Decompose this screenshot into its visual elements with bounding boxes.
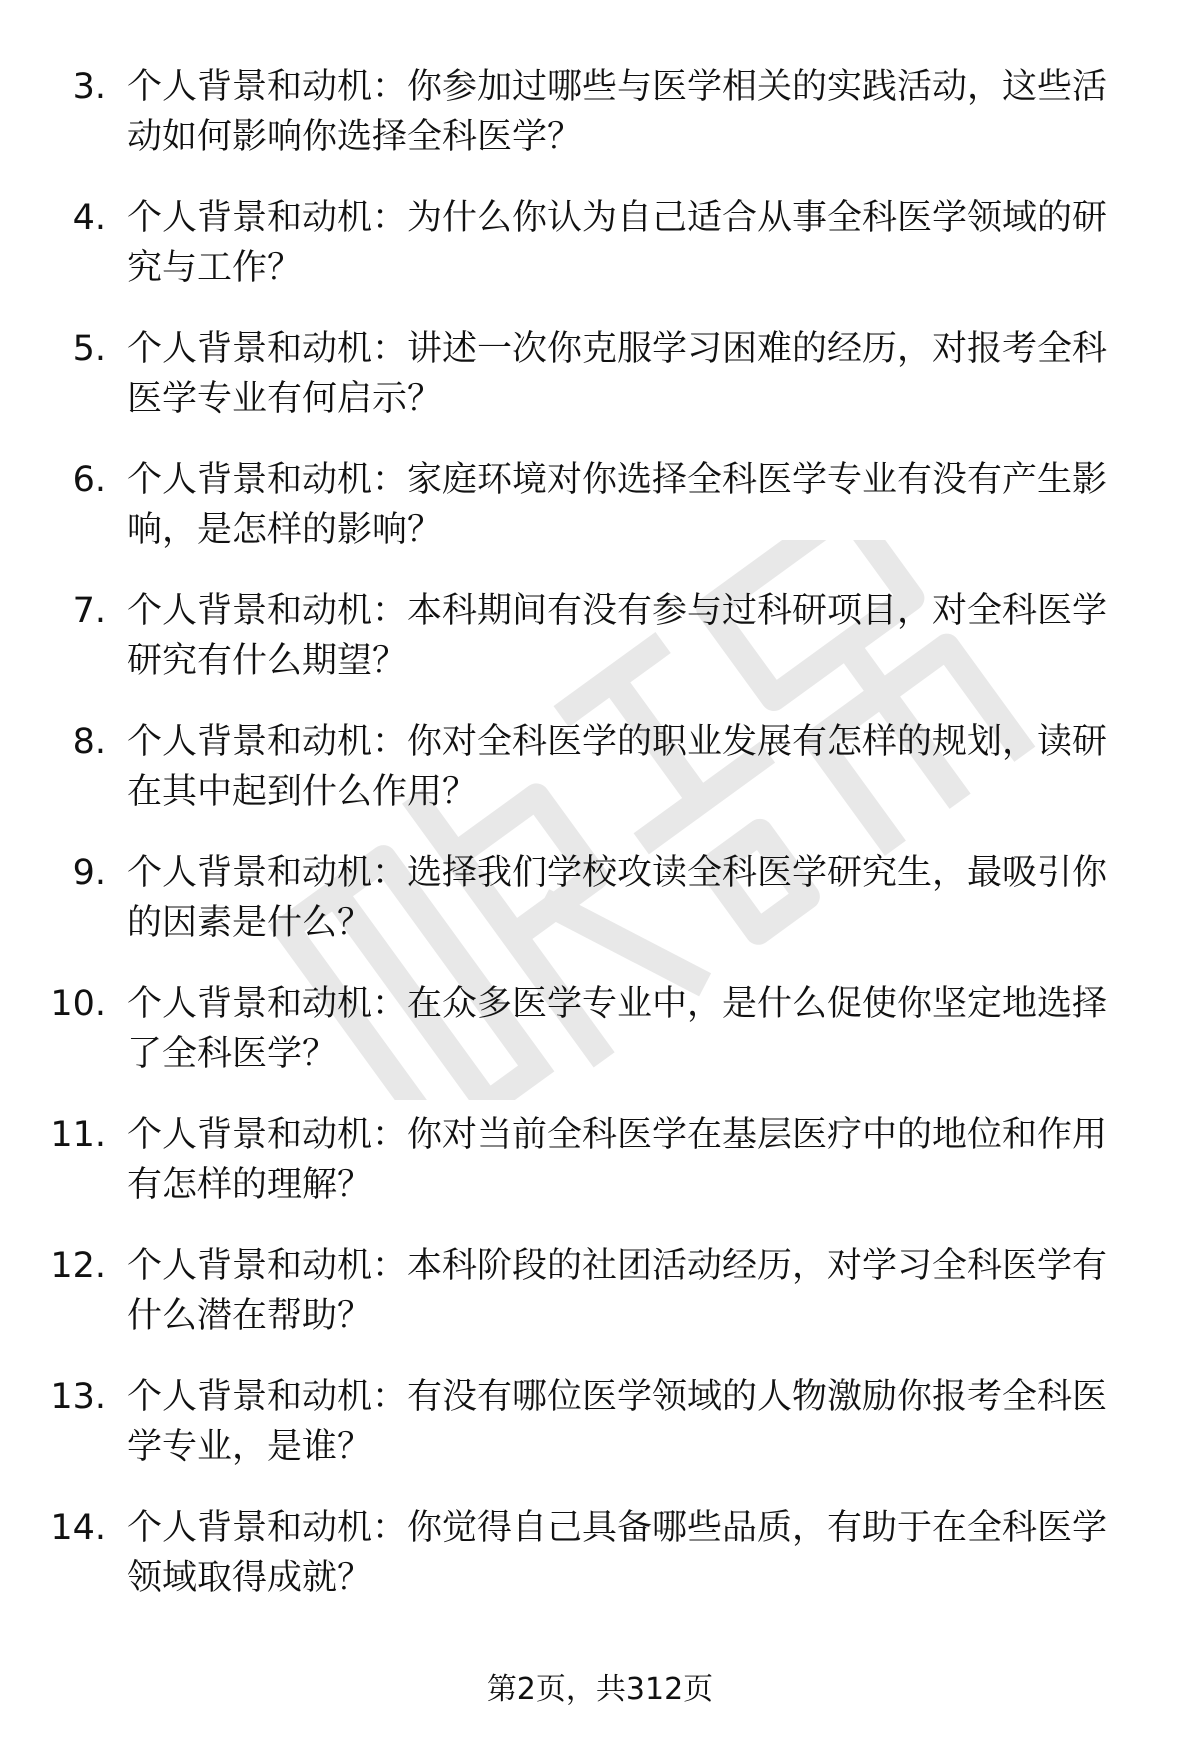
item-number: 12.	[50, 1246, 106, 1286]
list-item	[0, 449, 1200, 580]
item-number: 7.	[72, 591, 106, 631]
item-text: 个人背景和动机：为什么你认为自己适合从事全科医学领域的研究与工作？	[127, 198, 1108, 288]
item-text: 个人背景和动机：讲述一次你克服学习困难的经历，对报考全科医学专业有何启示？	[127, 329, 1108, 419]
item-number: 4.	[72, 198, 106, 238]
list-item	[0, 711, 1200, 842]
item-number: 14.	[50, 1508, 106, 1548]
page-footer: 第2页，共312页	[486, 1672, 714, 1707]
list-item	[0, 1497, 1200, 1628]
item-text: 个人背景和动机：家庭环境对你选择全科医学专业有没有产生影响，是怎样的影响？	[127, 460, 1108, 550]
item-text: 个人背景和动机：你对全科医学的职业发展有怎样的规划，读研在其中起到什么作用？	[127, 722, 1108, 812]
item-number: 6.	[72, 460, 106, 500]
item-text: 个人背景和动机：在众多医学专业中，是什么促使你坚定地选择了全科医学？	[127, 984, 1108, 1074]
item-text: 个人背景和动机：你参加过哪些与医学相关的实践活动，这些活动如何影响你选择全科医学？	[127, 67, 1108, 157]
list-item	[0, 187, 1200, 318]
item-number: 11.	[50, 1115, 106, 1155]
item-number: 9.	[72, 853, 106, 893]
item-number: 8.	[72, 722, 106, 762]
item-number: 13.	[50, 1377, 106, 1417]
question-list	[0, 56, 1200, 1628]
item-text: 个人背景和动机：选择我们学校攻读全科医学研究生，最吸引你的因素是什么？	[127, 853, 1108, 943]
item-text: 个人背景和动机：你对当前全科医学在基层医疗中的地位和作用有怎样的理解？	[127, 1115, 1108, 1205]
item-number: 3.	[72, 67, 106, 107]
item-text: 个人背景和动机：本科阶段的社团活动经历，对学习全科医学有什么潜在帮助？	[127, 1246, 1108, 1336]
list-item	[0, 842, 1200, 973]
list-item	[0, 318, 1200, 449]
item-number: 10.	[50, 984, 106, 1024]
list-item	[0, 56, 1200, 187]
item-text: 个人背景和动机：你觉得自己具备哪些品质，有助于在全科医学领域取得成就？	[127, 1508, 1108, 1598]
list-item	[0, 1366, 1200, 1497]
item-text: 个人背景和动机：本科期间有没有参与过科研项目，对全科医学研究有什么期望？	[127, 591, 1108, 681]
list-item	[0, 973, 1200, 1104]
list-item	[0, 1235, 1200, 1366]
item-text: 个人背景和动机：有没有哪位医学领域的人物激励你报考全科医学专业，是谁？	[127, 1377, 1108, 1467]
item-number: 5.	[72, 329, 106, 369]
list-item	[0, 580, 1200, 711]
list-item	[0, 1104, 1200, 1235]
